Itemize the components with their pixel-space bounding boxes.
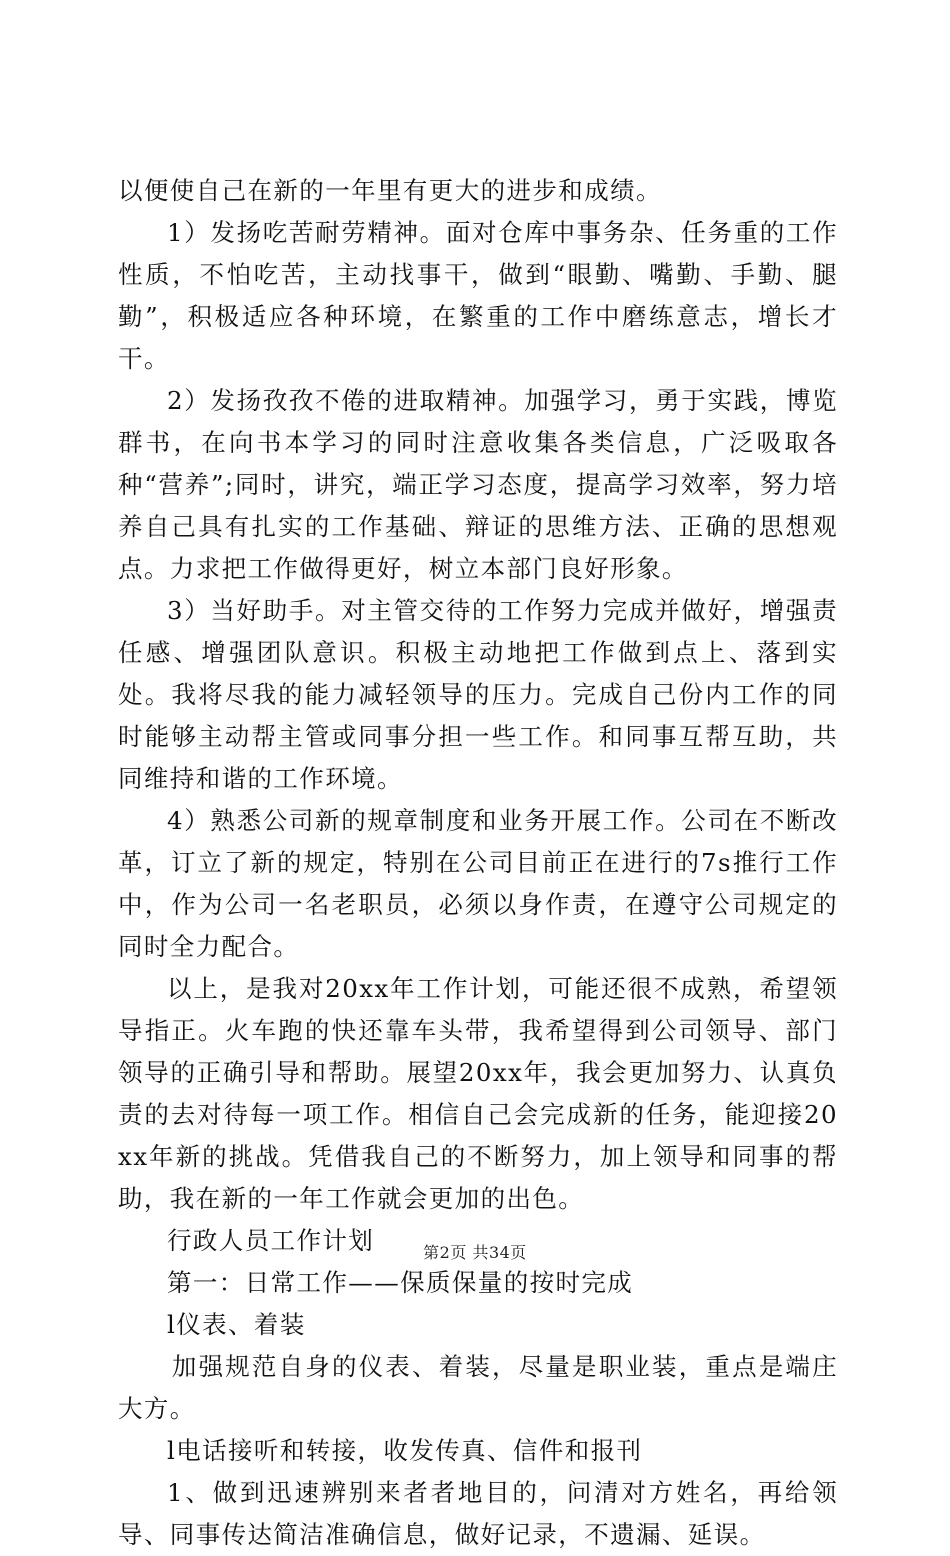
- page-footer: 第2页 共34页: [423, 1243, 527, 1262]
- section-heading: 行政人员工作计划: [167, 1226, 375, 1255]
- paragraph-appearance: 加强规范自身的仪表、着装，尽量是职业装，重点是端庄大方。: [118, 1352, 838, 1423]
- paragraph-item-3: 3）当好助手。对主管交待的工作努力完成并做好，增强责任感、增强团队意识。积极主动地把工作做到点上、落到实处。我将尽我的能力减轻领导的压力。完成自己份内工作的同时能够主动帮主管或同事分担一些工作。和同事互帮互助，共同维持和谐的工作环境。: [118, 596, 838, 793]
- subsection-heading: 第一：日常工作——保质保量的按时完成: [167, 1268, 634, 1297]
- paragraph-summary: 以上，是我对20xx年工作计划，可能还很不成熟，希望领导指正。火车跑的快还靠车头带，我希望得到公司领导、部门领导的正确引导和帮助。展望20xx年，我会更加努力、认真负责的去对待每一项工作。相信自己会完成新的任务，能迎接20xx年新的挑战。凭借我自己的不断努力，加上领导和同事的帮助，我在新的一年工作就会更加的出色。: [118, 974, 838, 1213]
- document-body: [118, 170, 838, 1556]
- paragraph-item-4: 4）熟悉公司新的规章制度和业务开展工作。公司在不断改革，订立了新的规定，特别在公司目前正在进行的7s推行工作中，作为公司一名老职员，必须以身作责，在遵守公司规定的同时全力配合。: [118, 806, 838, 961]
- paragraph-item-1: 1）发扬吃苦耐劳精神。面对仓库中事务杂、任务重的工作性质，不怕吃苦，主动找事干，做到“眼勤、嘴勤、手勤、腿勤”，积极适应各种环境，在繁重的工作中磨练意志，增长才干。: [118, 218, 838, 373]
- paragraph-phone-item-1: 1、做到迅速辨别来者者地目的，问清对方姓名，再给领导、同事传达简洁准确信息，做好记录，不遗漏、延误。: [118, 1478, 838, 1549]
- paragraph-continuation: 以便使自己在新的一年里有更大的进步和成绩。: [118, 176, 662, 205]
- list-bullet-phone: l电话接听和转接，收发传真、信件和报刊: [167, 1436, 643, 1465]
- paragraph-item-2: 2）发扬孜孜不倦的进取精神。加强学习，勇于实践，博览群书，在向书本学习的同时注意收集各类信息，广泛吸取各种“营养”;同时，讲究，端正学习态度，提高学习效率，努力培养自己具有扎实的工作基础、辩证的思维方法、正确的思想观点。力求把工作做得更好，树立本部门良好形象。: [118, 386, 838, 583]
- list-bullet-appearance: l仪表、着装: [167, 1310, 306, 1339]
